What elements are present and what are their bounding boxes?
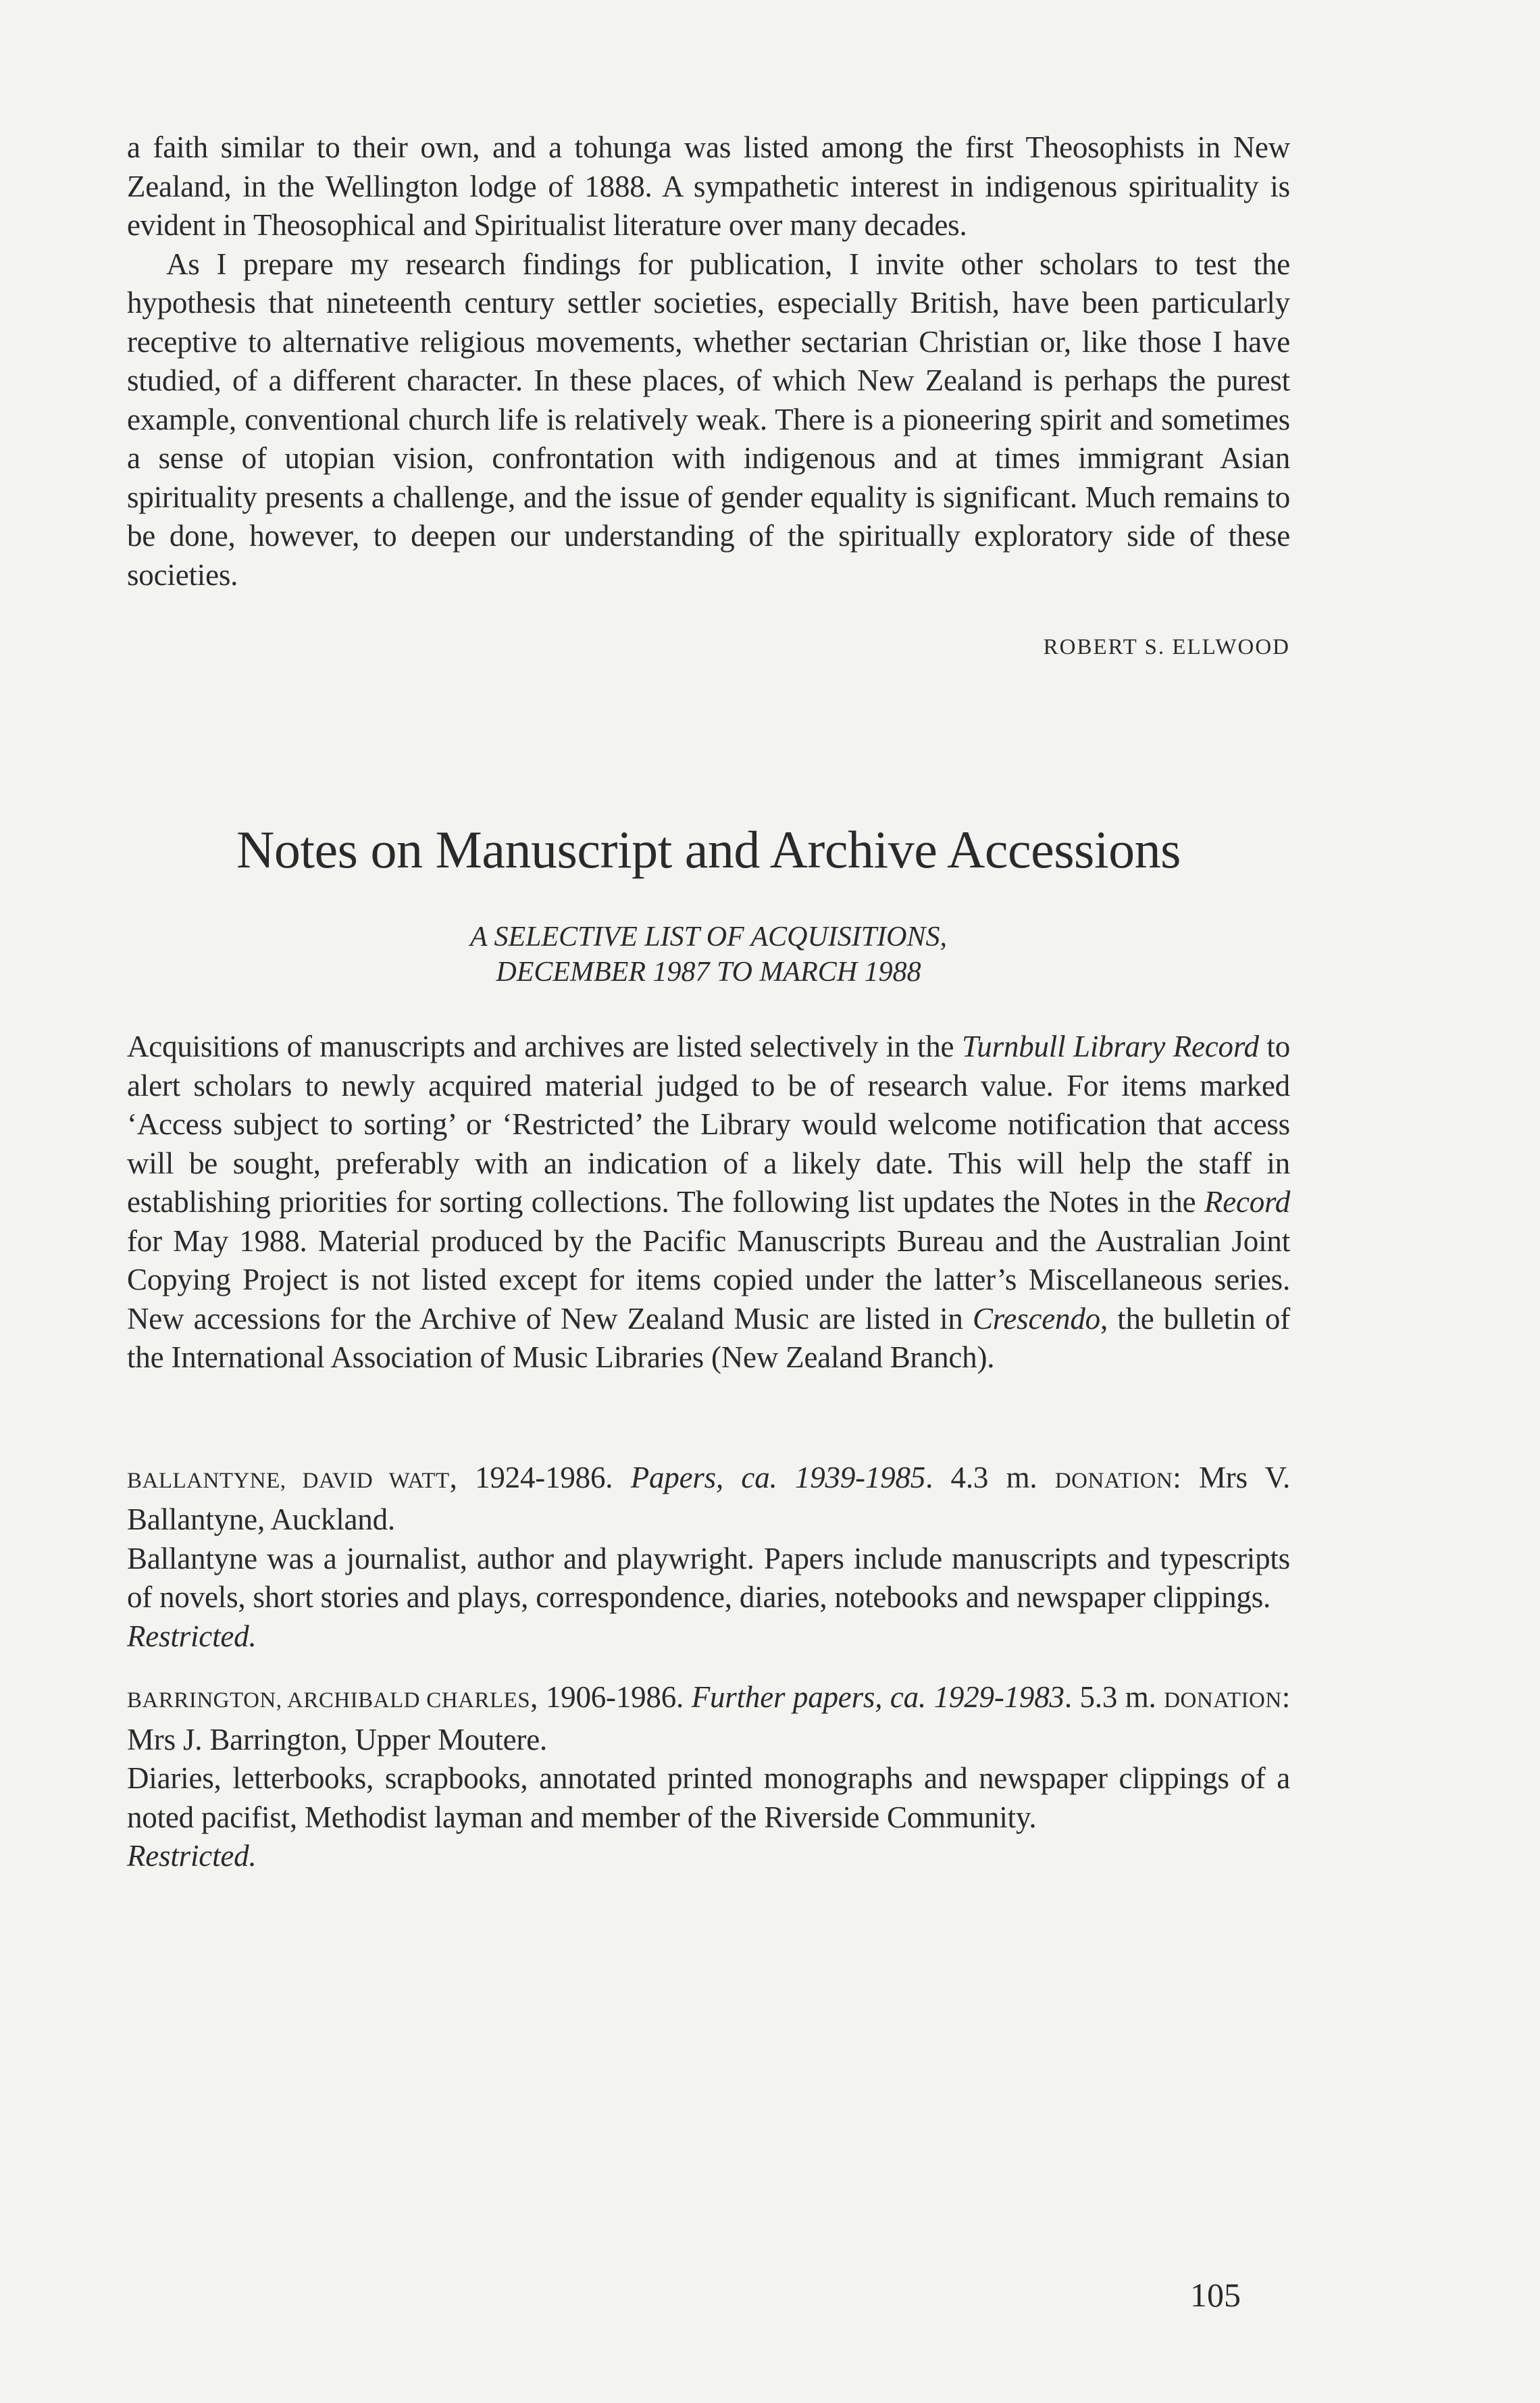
entry-name: BALLANTYNE, DAVID WATT (127, 1468, 450, 1493)
accession-entry (127, 1459, 1290, 1656)
intro-text: to alert scholars to newly acquired material judged to be of research value. For items marked ‘Access subject to sorting’ or ‘Restricted’ the Library would welcome notification that access will be sought, preferably with an indication of a likely date. This will help the staff in establishing priorities for sorting collections. The following list updates the Notes in the (127, 1030, 1290, 1219)
intro-paragraph (127, 1028, 1290, 1377)
journal-title-short: Record (1204, 1185, 1290, 1219)
entry-donor: : Mrs V. Ballantyne, Auckland. (127, 1460, 1291, 1537)
entry-heading (127, 1678, 1290, 1759)
entry-dates: , 1906-1986. (530, 1680, 692, 1715)
section-subtitle (127, 919, 1290, 990)
entry-heading (127, 1459, 1290, 1540)
entry-name: BARRINGTON, ARCHIBALD CHARLES (127, 1688, 531, 1713)
entry-description: Diaries, letterbooks, scrapbooks, annotated printed monographs and newspaper clippings of a noted pacifist, Methodist layman and member of the Riverside Community. (127, 1761, 1290, 1834)
subtitle-line: A SELECTIVE LIST OF ACQUISITIONS, (470, 921, 947, 953)
page-number: 105 (1190, 2276, 1241, 2314)
author-signature: ROBERT S. ELLWOOD (1043, 635, 1290, 659)
intro-text: , the bulletin of the International Association of Music Libraries (New Zealand Branch). (127, 1301, 1290, 1375)
entry-title: Papers, ca. 1939-1985 (630, 1460, 926, 1494)
entry-extent: . 5.3 m. (1064, 1680, 1164, 1715)
entry-acquisition-type: DONATION (1164, 1688, 1282, 1713)
entry-donor: : Mrs J. Barrington, Upper Moutere. (127, 1680, 1291, 1756)
essay-paragraph: a faith similar to their own, and a tohunga was listed among the first Theosophists in New Zealand, in the Wellington lodge of 1888. A sympathetic interest in indigenous spirituality is evident in Theosophical and Spiritualist literature over many decades. (127, 130, 1290, 242)
entry-description: Ballantyne was a journalist, author and playwright. Papers include manuscripts and typescripts of novels, short stories and plays, correspondence, diaries, notebooks and newspaper clippings. (127, 1541, 1290, 1615)
entry-dates: , 1924-1986. (449, 1460, 631, 1494)
accession-entry (127, 1678, 1290, 1876)
entry-access-status: Restricted. (127, 1619, 257, 1653)
section-title: Notes on Manuscript and Archive Accessions (236, 820, 1181, 879)
entry-access-status: Restricted. (127, 1839, 257, 1873)
subtitle-line: DECEMBER 1987 TO MARCH 1988 (496, 957, 921, 988)
entry-title: Further papers, ca. 1929-1983 (691, 1680, 1064, 1715)
journal-page (127, 128, 1290, 1898)
journal-title: Turnbull Library Record (961, 1030, 1259, 1064)
intro-text: for May 1988. Material produced by the Pacific Manuscripts Bureau and the Australian Joint Copying Project is not listed except for items copied under the latter’s Miscellaneous series. New accessions for the Archive of New Zealand Music are listed in (127, 1223, 1290, 1336)
accession-list (127, 1459, 1290, 1876)
bulletin-title: Crescendo (972, 1301, 1100, 1336)
intro-text: Acquisitions of manuscripts and archives are listed selectively in the (127, 1030, 962, 1064)
entry-acquisition-type: DONATION (1054, 1468, 1173, 1493)
entry-extent: . 4.3 m. (925, 1460, 1055, 1494)
essay-paragraph: As I prepare my research findings for publication, I invite other scholars to test the hypothesis that nineteenth century settler societies, especially British, have been particularly receptive to alternative religious movements, whether sectarian Christian or, like those I have studied, of a different character. In these places, of which New Zealand is perhaps the purest example, conventional church life is relatively weak. There is a pioneering spirit and sometimes a sense of utopian vision, confrontation with indigenous and at times immigrant Asian spirituality presents a challenge, and the issue of gender equality is significant. Much remains to be done, however, to deepen our understanding of the spiritually exploratory side of these societies. (127, 247, 1290, 592)
